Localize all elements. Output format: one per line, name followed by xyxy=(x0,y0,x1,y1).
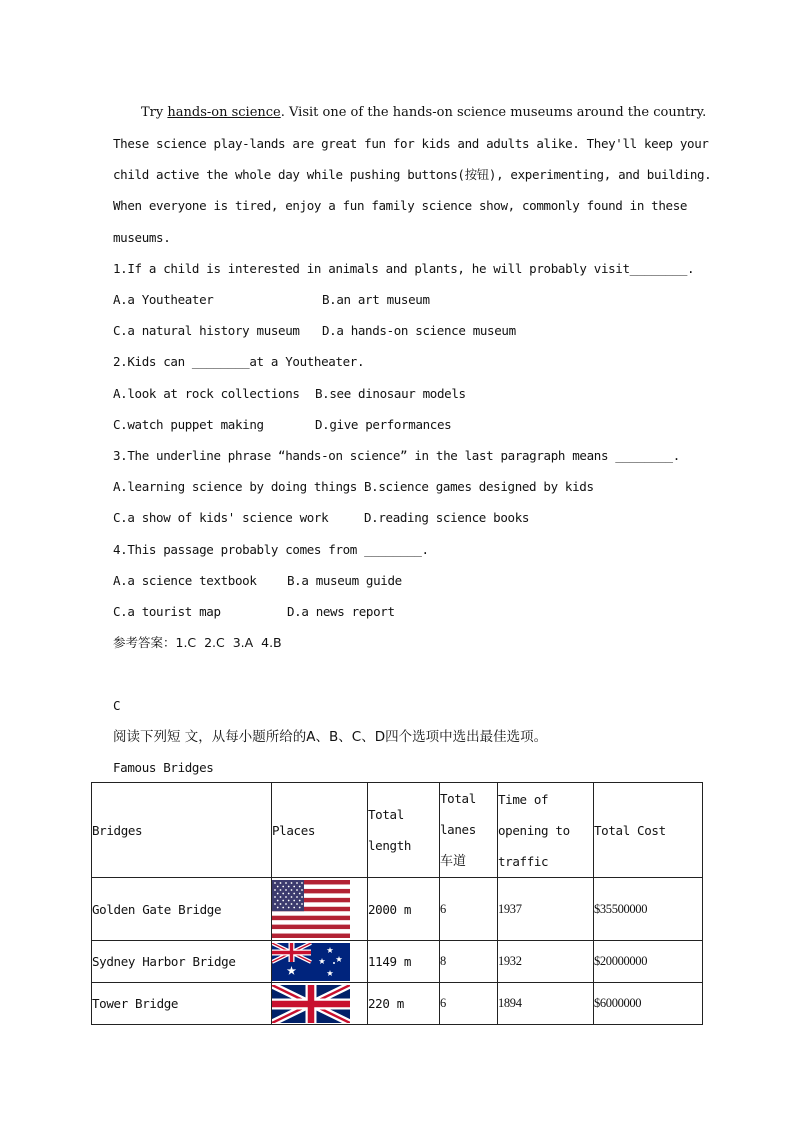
bridge-cost: $20000000 xyxy=(594,941,703,983)
passage-line-2: These science play-lands are great fun for kids and adults alike. They'll keep your xyxy=(113,136,709,151)
header-places: Places xyxy=(272,783,368,878)
question-2-stem: 2.Kids can ________at a Youtheater. xyxy=(113,354,365,369)
bridge-length: 2000 m xyxy=(368,878,440,941)
question-1-option-c: C.a natural history museum xyxy=(113,323,300,338)
question-3-option-d: D.reading science books xyxy=(364,510,530,525)
table-row xyxy=(92,983,703,1025)
australia-flag-icon xyxy=(272,941,368,983)
usa-flag-icon xyxy=(272,880,350,938)
header-total-length-line-2: length xyxy=(368,838,412,853)
question-2-option-c: C.watch puppet making xyxy=(113,417,264,432)
header-total-lanes-line-1: Total xyxy=(440,791,476,806)
question-2-option-b: B.see dinosaur models xyxy=(315,386,466,401)
answer-key: 参考答案：1.C 2.C 3.A 4.B xyxy=(113,635,282,650)
question-4-option-d: D.a news report xyxy=(287,604,395,619)
header-total-length xyxy=(368,783,440,878)
section-letter: C xyxy=(113,698,121,713)
bridge-cost: $6000000 xyxy=(594,983,703,1025)
question-3-stem: 3.The underline phrase “hands-on science” in the last paragraph means ________. xyxy=(113,448,680,463)
bridge-opening-year: 1932 xyxy=(498,941,594,983)
question-3-option-a: A.learning science by doing things xyxy=(113,479,357,494)
header-opening-line-2: opening to xyxy=(498,822,570,838)
passage-text: . Visit one of the hands-on science museums around the country. xyxy=(280,105,707,120)
australia-flag-icon xyxy=(272,943,350,981)
passage-line-4: When everyone is tired, enjoy a fun family science show, commonly found in these xyxy=(113,198,688,213)
header-total-lanes-line-2: lanes xyxy=(440,822,476,837)
passage-line-5: museums. xyxy=(113,230,171,245)
bridge-cost: $35500000 xyxy=(594,878,703,941)
bridge-lanes: 8 xyxy=(440,941,498,983)
question-3-option-c: C.a show of kids' science work xyxy=(113,510,329,525)
header-opening-time xyxy=(498,783,594,878)
question-3-option-b: B.science games designed by kids xyxy=(364,479,594,494)
bridge-name: Tower Bridge xyxy=(92,983,272,1025)
bridge-name: Golden Gate Bridge xyxy=(92,878,272,941)
question-1-option-b: B.an art museum xyxy=(322,292,430,307)
header-bridges: Bridges xyxy=(92,783,272,878)
section-instruction: 阅读下列短 文，从每小题所给的A、B、C、D四个选项中选出最佳选项。 xyxy=(113,729,548,745)
header-total-length-line-1: Total xyxy=(368,807,404,822)
header-opening-line-1: Time of xyxy=(498,791,549,807)
uk-flag-icon xyxy=(272,983,368,1025)
question-2-option-a: A.look at rock collections xyxy=(113,386,300,401)
passage-line-3: child active the whole day while pushing buttons(按钮), experimenting, and building. xyxy=(113,167,712,182)
uk-flag-icon xyxy=(272,985,350,1023)
header-total-cost: Total Cost xyxy=(594,783,703,878)
bridge-name: Sydney Harbor Bridge xyxy=(92,941,272,983)
header-total-lanes xyxy=(440,783,498,878)
bridge-opening-year: 1894 xyxy=(498,983,594,1025)
header-opening-line-3: traffic xyxy=(498,853,549,869)
hands-on-science-underlined-phrase: hands-on science xyxy=(167,105,281,120)
table-header-row xyxy=(92,783,703,878)
bridge-lanes: 6 xyxy=(440,878,498,941)
table-row xyxy=(92,878,703,941)
passage-line-1 xyxy=(141,105,706,121)
passage-intro-text: Try xyxy=(141,105,168,120)
question-4-stem: 4.This passage probably comes from ________. xyxy=(113,542,429,557)
bridge-opening-year: 1937 xyxy=(498,878,594,941)
header-total-lanes-line-3: 车道 xyxy=(440,854,467,869)
usa-flag-icon xyxy=(272,878,368,941)
question-4-option-c: C.a tourist map xyxy=(113,604,221,619)
bridge-lanes: 6 xyxy=(440,983,498,1025)
table-row xyxy=(92,941,703,983)
bridge-length: 220 m xyxy=(368,983,440,1025)
question-1-option-a: A.a Youtheater xyxy=(113,292,214,307)
bridge-length: 1149 m xyxy=(368,941,440,983)
question-4-option-a: A.a science textbook xyxy=(113,573,257,588)
question-1-option-d: D.a hands-on science museum xyxy=(322,323,516,338)
question-4-option-b: B.a museum guide xyxy=(287,573,402,588)
question-1-stem: 1.If a child is interested in animals and plants, he will probably visit________. xyxy=(113,261,695,276)
question-2-option-d: D.give performances xyxy=(315,417,452,432)
famous-bridges-table xyxy=(91,782,703,1025)
table-title: Famous Bridges xyxy=(113,760,214,775)
